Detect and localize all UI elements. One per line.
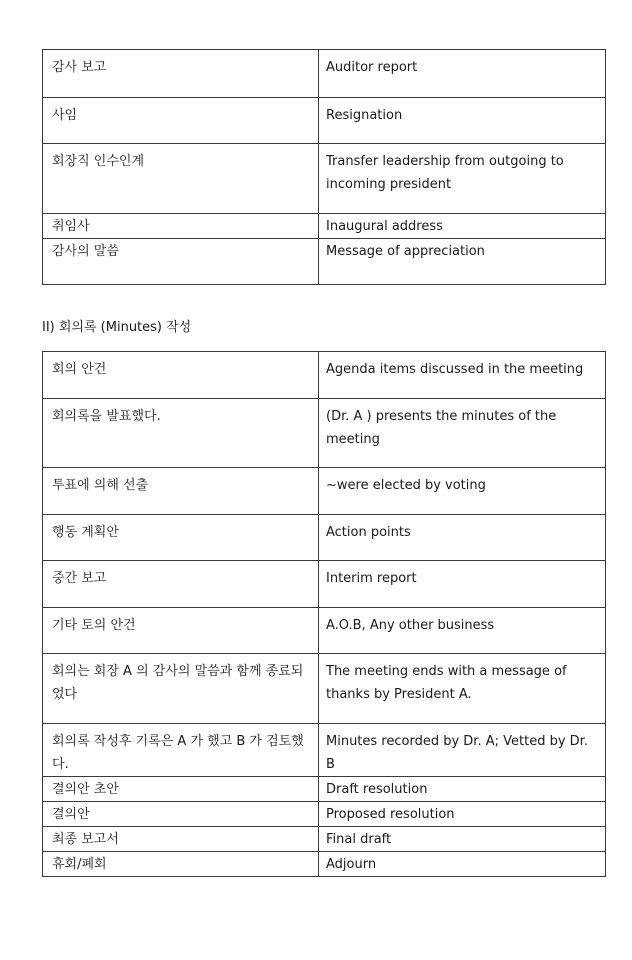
glossary-table-1 [42, 49, 606, 285]
korean-term: 행동 계획안 [43, 515, 319, 561]
table-row [43, 214, 606, 239]
section-heading: II) 회의록 (Minutes) 작성 [42, 320, 192, 335]
table-row [43, 515, 606, 561]
english-term: Draft resolution [319, 777, 606, 802]
english-term: Interim report [319, 561, 606, 608]
korean-term: 결의안 [43, 802, 319, 827]
korean-term: 회의록을 발표했다. [43, 399, 319, 468]
table-row [43, 654, 606, 724]
english-term: A.O.B, Any other business [319, 608, 606, 654]
table-row [43, 399, 606, 468]
table-row [43, 777, 606, 802]
korean-term: 감사 보고 [43, 50, 319, 98]
korean-term: 중간 보고 [43, 561, 319, 608]
english-term: Adjourn [319, 852, 606, 877]
korean-term: 결의안 초안 [43, 777, 319, 802]
english-term: Transfer leadership from outgoing to incoming president [319, 144, 606, 214]
table-row [43, 50, 606, 98]
korean-term: 회장직 인수인계 [43, 144, 319, 214]
table-row [43, 827, 606, 852]
korean-term: 최종 보고서 [43, 827, 319, 852]
table-row [43, 98, 606, 144]
english-term: Proposed resolution [319, 802, 606, 827]
table-row [43, 239, 606, 285]
english-term: Auditor report [319, 50, 606, 98]
korean-term: 회의 안건 [43, 352, 319, 399]
table-row [43, 802, 606, 827]
table-row [43, 468, 606, 515]
english-term: Inaugural address [319, 214, 606, 239]
english-term: The meeting ends with a message of thanks by President A. [319, 654, 606, 724]
glossary-table-2 [42, 351, 606, 877]
korean-term: 기타 토의 안건 [43, 608, 319, 654]
korean-term: 회의록 작성후 기록은 A 가 했고 B 가 검토했다. [43, 724, 319, 777]
korean-term: 휴회/폐회 [43, 852, 319, 877]
english-term: Agenda items discussed in the meeting [319, 352, 606, 399]
english-term: ~were elected by voting [319, 468, 606, 515]
table-row [43, 352, 606, 399]
korean-term: 취임사 [43, 214, 319, 239]
table-row [43, 561, 606, 608]
table-row [43, 852, 606, 877]
english-term: (Dr. A ) presents the minutes of the meeting [319, 399, 606, 468]
english-term: Action points [319, 515, 606, 561]
korean-term: 회의는 회장 A 의 감사의 말씀과 함께 종료되었다 [43, 654, 319, 724]
english-term: Minutes recorded by Dr. A; Vetted by Dr. B [319, 724, 606, 777]
english-term: Final draft [319, 827, 606, 852]
korean-term: 감사의 말씀 [43, 239, 319, 285]
english-term: Message of appreciation [319, 239, 606, 285]
korean-term: 사임 [43, 98, 319, 144]
korean-term: 투표에 의해 선출 [43, 468, 319, 515]
table-row [43, 724, 606, 777]
english-term: Resignation [319, 98, 606, 144]
table-row [43, 144, 606, 214]
table-row [43, 608, 606, 654]
